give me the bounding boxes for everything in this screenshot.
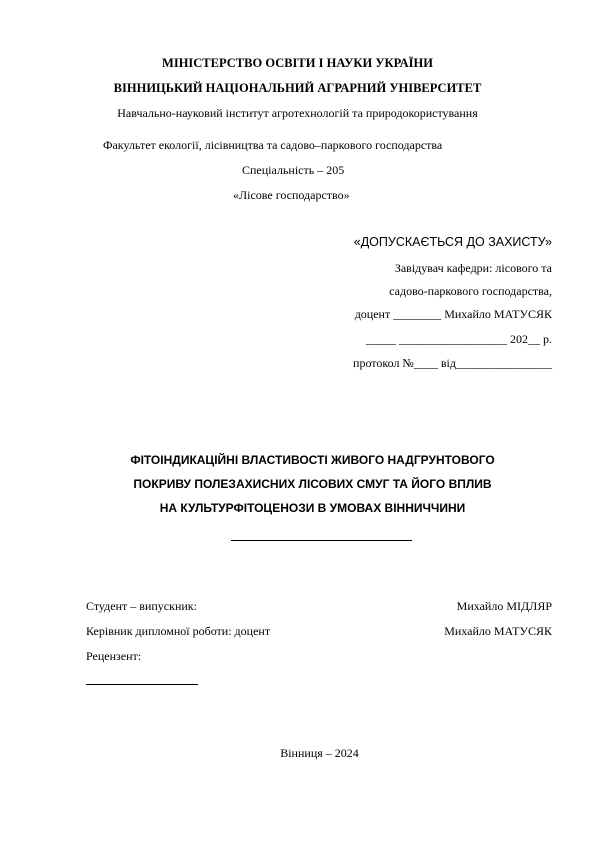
reviewer-signature-line [86,684,198,685]
approval-line-department: садово-паркового господарства, [389,284,552,298]
faculty-name: Факультет екології, лісівництва та садово–паркового господарства [103,138,443,152]
title-underline [231,540,412,541]
specialty: Спеціальність – 205 [242,163,345,177]
institute-name: Навчально-науковий інститут агротехнологій та природокористування [117,106,478,120]
approval-line-protocol: протокол №____ від________________ [353,356,552,370]
reviewer-label: Рецензент: [86,649,142,663]
supervisor-name: Михайло МАТУСЯК [444,624,552,638]
university-heading: ВІННИЦЬКИЙ НАЦІОНАЛЬНИЙ АГРАРНИЙ УНІВЕРСИТЕТ [113,81,482,95]
approval-line-signature: доцент ________ Михайло МАТУСЯК [354,307,552,321]
student-name: Михайло МІДЛЯР [456,599,552,613]
approval-line-date: _____ __________________ 202__ р. [366,332,552,346]
program-name: «Лісове господарство» [233,188,350,202]
thesis-title-line-2: ПОКРИВУ ПОЛЕЗАХИСНИХ ЛІСОВИХ СМУГ ТА ЙОГО ВПЛИВ [133,477,492,491]
thesis-title-line-3: НА КУЛЬТУРФІТОЦЕНОЗИ В УМОВАХ ВІННИЧЧИНИ [159,501,466,515]
student-label: Студент – випускник: [86,599,197,613]
ministry-heading: МІНІСТЕРСТВО ОСВІТИ І НАУКИ УКРАЇНИ [162,56,433,70]
approval-line-head: Завідувач кафедри: лісового та [394,261,552,275]
thesis-title-line-1: ФІТОІНДИКАЦІЙНІ ВЛАСТИВОСТІ ЖИВОГО НАДГРУНТОВОГО [130,453,495,467]
approval-title: «ДОПУСКАЄТЬСЯ ДО ЗАХИСТУ» [353,235,552,249]
city-year: Вінниця – 2024 [280,746,359,760]
supervisor-label: Керівник дипломної роботи: доцент [86,624,271,638]
